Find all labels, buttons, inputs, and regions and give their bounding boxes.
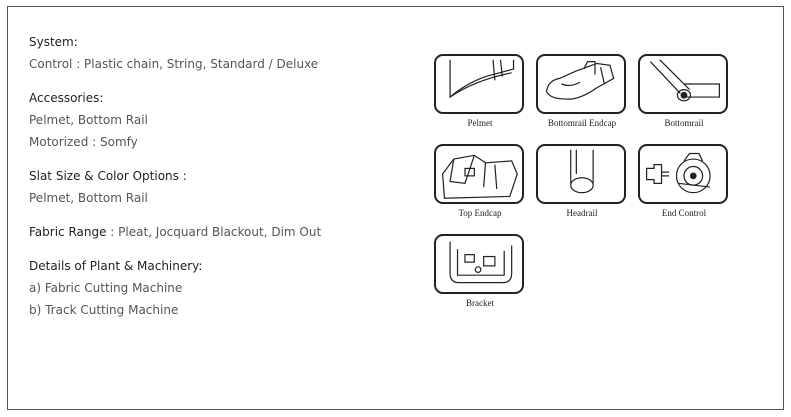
pelmet-icon <box>434 54 524 114</box>
fabric-range-line <box>29 221 409 243</box>
component-label: Bottomrail <box>664 118 704 128</box>
bottomrail-endcap-icon <box>536 54 626 114</box>
headrail-icon <box>536 144 626 204</box>
component-bottomrail-endcap <box>536 54 628 128</box>
bottomrail-icon <box>638 54 728 114</box>
slat-line: Pelmet, Bottom Rail <box>29 191 148 205</box>
plant-line-2: b) Track Cutting Machine <box>29 303 179 317</box>
component-top-endcap <box>434 144 526 218</box>
component-label: Bracket <box>466 298 494 308</box>
slat-heading: Slat Size & Color Options : <box>29 169 187 183</box>
component-label: End Control <box>661 208 707 218</box>
top-endcap-icon <box>434 144 524 204</box>
bracket-icon <box>434 234 524 294</box>
plant-line-1: a) Fabric Cutting Machine <box>29 281 183 295</box>
component-headrail <box>536 144 628 218</box>
accessories-line-1: Pelmet, Bottom Rail <box>29 113 148 127</box>
control-line: Control : Plastic chain, String, Standard / Deluxe <box>29 57 319 71</box>
specification-text <box>29 31 409 321</box>
component-bottomrail <box>638 54 730 128</box>
component-bracket <box>434 234 526 308</box>
plant-heading: Details of Plant & Machinery: <box>29 259 203 273</box>
component-label: Headrail <box>566 208 598 218</box>
component-label: Pelmet <box>467 118 493 128</box>
component-pelmet <box>434 54 526 128</box>
component-end-control <box>638 144 730 218</box>
component-label: Top Endcap <box>458 208 502 218</box>
system-heading: System: <box>29 35 78 49</box>
components-grid <box>428 48 728 318</box>
end-control-icon <box>638 144 728 204</box>
fabric-range-label: Fabric Range <box>29 225 107 239</box>
component-label: Bottomrail Endcap <box>547 118 617 128</box>
fabric-range-value: : Pleat, Jocquard Blackout, Dim Out <box>106 225 322 239</box>
accessories-line-2: Motorized : Somfy <box>29 135 138 149</box>
accessories-heading: Accessories: <box>29 91 104 105</box>
